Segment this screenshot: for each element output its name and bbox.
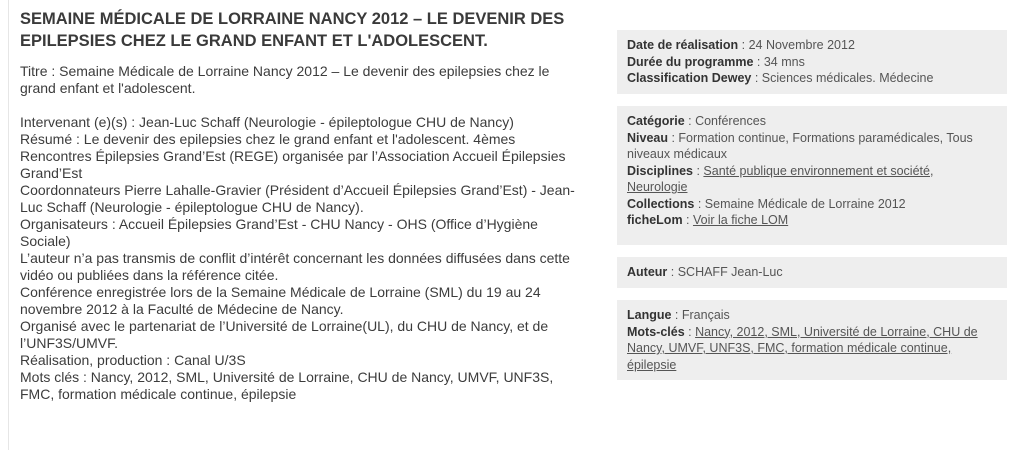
row-collections: Collections : Semaine Médicale de Lorraine 2012 bbox=[627, 196, 906, 211]
description-resume: Résumé : Le devenir des epilepsies chez le grand enfant et l'adolescent. 4èmes Rencontres Épilepsies Grand’Est (REGE) organisée par l’Association Accueil Épilepsies Grand’Est bbox=[20, 131, 566, 181]
page-title: SEMAINE MÉDICALE DE LORRAINE NANCY 2012 – LE DEVENIR DES EPILEPSIES CHEZ LE GRAND ENFANT ET L'ADOLESCENT. bbox=[20, 10, 565, 50]
description bbox=[20, 63, 585, 403]
row-duree: Durée du programme : 34 mns bbox=[627, 54, 805, 69]
description-partenariat: Organisé avec le partenariat de l’Université de Lorraine(UL), du CHU de Nancy, et de l’UNF3S/UMVF. bbox=[20, 318, 549, 351]
info-box-dates bbox=[617, 30, 1007, 94]
row-auteur: Auteur : SCHAFF Jean-Luc bbox=[627, 265, 783, 279]
row-langue: Langue : Français bbox=[627, 308, 730, 322]
row-niveau: Niveau : Formation continue, Formations paramédicales, Tous niveaux médicaux bbox=[627, 130, 973, 161]
row-dewey: Classification Dewey : Sciences médicales. Médecine bbox=[627, 71, 934, 85]
mots-cles-link[interactable]: Nancy, 2012, SML, Université de Lorraine, CHU de Nancy, UMVF, UNF3S, FMC, formation médicale continue, épilepsie bbox=[627, 324, 978, 372]
description-organisateurs: Organisateurs : Accueil Épilepsies Grand’Est - CHU Nancy - OHS (Office d’Hygiène Sociale) bbox=[20, 216, 538, 249]
fiche-lom-link[interactable]: Voir la fiche LOM bbox=[692, 213, 789, 227]
row-date: Date de réalisation : 24 Novembre 2012 bbox=[627, 38, 855, 52]
description-mots-cles: Mots clés : Nancy, 2012, SML, Université de Lorraine, CHU de Nancy, UMVF, UNF3S, FMC, formation médicale continue, épilepsie bbox=[20, 369, 554, 402]
row-mots-cles: Mots-clés : Nancy, 2012, SML, Université de Lorraine, CHU de Nancy, UMVF, UNF3S, FMC, formation médicale continue, épilepsie bbox=[627, 324, 978, 372]
description-intervenant: Intervenant (e)(s) : Jean-Luc Schaff (Neurologie - épileptologue CHU de Nancy) bbox=[20, 114, 514, 130]
info-box-categorie bbox=[617, 106, 1007, 245]
sidebar bbox=[617, 30, 1007, 392]
left-border bbox=[8, 0, 9, 450]
description-coordonnateurs: Coordonnateurs Pierre Lahalle-Gravier (Président d’Accueil Épilepsies Grand’Est) - Jean-Luc Schaff (Neurologie - épileptologue CHU de Nancy). bbox=[20, 182, 575, 215]
main-content bbox=[20, 8, 585, 403]
info-box-auteur bbox=[617, 257, 1007, 288]
description-conflit: L’auteur n’a pas transmis de conflit d’intérêt concernant les données diffusées dans cette vidéo ou publiées dans la référence citée. bbox=[20, 250, 570, 283]
info-box-langue bbox=[617, 300, 1007, 380]
disciplines-link[interactable]: Santé publique environnement et société, Neurologie bbox=[627, 163, 934, 194]
description-titre: Titre : Semaine Médicale de Lorraine Nancy 2012 – Le devenir des epilepsies chez le grand enfant et l'adolescent. bbox=[20, 63, 550, 96]
description-conference: Conférence enregistrée lors de la Semaine Médicale de Lorraine (SML) du 19 au 24 novembre 2012 à la Faculté de Médecine de Nancy. bbox=[20, 284, 541, 317]
row-categorie: Catégorie : Conférences bbox=[627, 114, 766, 128]
row-disciplines: Disciplines : Santé publique environnement et société, Neurologie bbox=[627, 163, 934, 194]
description-realisation: Réalisation, production : Canal U/3S bbox=[20, 352, 246, 368]
row-fichelom: ficheLom : Voir la fiche LOM bbox=[627, 213, 789, 227]
